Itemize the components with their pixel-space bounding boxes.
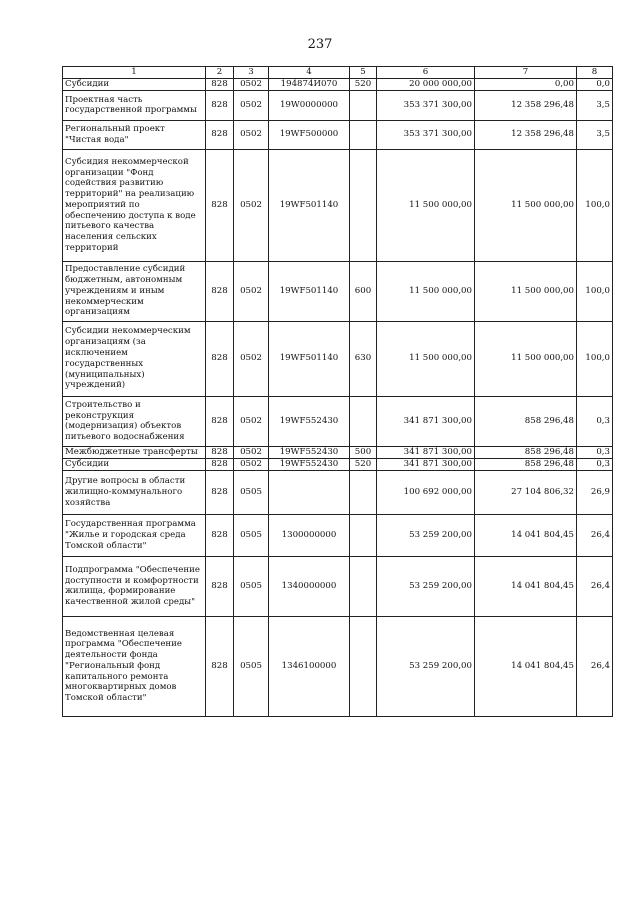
header-cell: 4 [269, 67, 350, 79]
budget-table [62, 66, 613, 717]
cell-expense-type: 600 [350, 261, 377, 321]
header-cell: 3 [234, 67, 269, 79]
cell-executed: 14 041 804,45 [475, 556, 577, 616]
cell-expense-type [350, 470, 377, 514]
cell-expense-type: 630 [350, 321, 377, 396]
cell-percent: 26,4 [577, 616, 613, 716]
cell-target-code: 1346100000 [269, 616, 350, 716]
cell-admin-code: 828 [206, 78, 234, 90]
cell-expense-type [350, 616, 377, 716]
cell-admin-code: 828 [206, 446, 234, 458]
cell-planned: 53 259 200,00 [377, 556, 475, 616]
table-row [63, 470, 613, 514]
cell-expense-type [350, 396, 377, 446]
cell-section-code: 0502 [234, 90, 269, 120]
cell-target-code: 19WF552430 [269, 458, 350, 470]
header-cell: 1 [63, 67, 206, 79]
cell-expense-type [350, 120, 377, 149]
header-cell: 5 [350, 67, 377, 79]
cell-percent: 26,4 [577, 556, 613, 616]
cell-section-code: 0505 [234, 616, 269, 716]
table-row [63, 458, 613, 470]
cell-percent: 3,5 [577, 90, 613, 120]
cell-planned: 11 500 000,00 [377, 261, 475, 321]
row-name: Субсидии [63, 458, 206, 470]
cell-admin-code: 828 [206, 120, 234, 149]
table-row [63, 78, 613, 90]
cell-executed: 11 500 000,00 [475, 261, 577, 321]
cell-expense-type: 520 [350, 78, 377, 90]
cell-section-code: 0505 [234, 470, 269, 514]
cell-planned: 11 500 000,00 [377, 149, 475, 261]
cell-planned: 100 692 000,00 [377, 470, 475, 514]
cell-target-code [269, 470, 350, 514]
cell-percent: 0,0 [577, 78, 613, 90]
cell-percent: 0,3 [577, 396, 613, 446]
cell-executed: 11 500 000,00 [475, 149, 577, 261]
header-cell: 7 [475, 67, 577, 79]
table-row [63, 446, 613, 458]
cell-expense-type [350, 149, 377, 261]
cell-target-code: 19WF552430 [269, 396, 350, 446]
cell-expense-type [350, 556, 377, 616]
table-row [63, 514, 613, 556]
row-name: Региональный проект "Чистая вода" [63, 120, 206, 149]
cell-admin-code: 828 [206, 616, 234, 716]
cell-admin-code: 828 [206, 90, 234, 120]
header-cell: 8 [577, 67, 613, 79]
cell-target-code: 19WF552430 [269, 446, 350, 458]
row-name: Межбюджетные трансферты [63, 446, 206, 458]
table-row [63, 120, 613, 149]
cell-admin-code: 828 [206, 321, 234, 396]
cell-section-code: 0502 [234, 446, 269, 458]
row-name: Другие вопросы в области жилищно-коммунального хозяйства [63, 470, 206, 514]
cell-executed: 12 358 296,48 [475, 120, 577, 149]
cell-planned: 353 371 300,00 [377, 90, 475, 120]
cell-section-code: 0502 [234, 78, 269, 90]
table-row [63, 261, 613, 321]
header-cell: 6 [377, 67, 475, 79]
cell-executed: 858 296,48 [475, 396, 577, 446]
cell-executed: 11 500 000,00 [475, 321, 577, 396]
cell-executed: 858 296,48 [475, 458, 577, 470]
cell-section-code: 0502 [234, 458, 269, 470]
cell-planned: 53 259 200,00 [377, 514, 475, 556]
row-name: Строительство и реконструкция (модернизация) объектов питьевого водоснабжения [63, 396, 206, 446]
table-row [63, 616, 613, 716]
cell-expense-type: 520 [350, 458, 377, 470]
cell-section-code: 0502 [234, 120, 269, 149]
cell-planned: 341 871 300,00 [377, 446, 475, 458]
row-name: Проектная часть государственной программы [63, 90, 206, 120]
cell-planned: 341 871 300,00 [377, 396, 475, 446]
cell-percent: 3,5 [577, 120, 613, 149]
table-row [63, 321, 613, 396]
cell-planned: 53 259 200,00 [377, 616, 475, 716]
row-name: Государственная программа "Жилье и городская среда Томской области" [63, 514, 206, 556]
cell-executed: 858 296,48 [475, 446, 577, 458]
cell-admin-code: 828 [206, 149, 234, 261]
cell-admin-code: 828 [206, 514, 234, 556]
cell-target-code: 1300000000 [269, 514, 350, 556]
row-name: Предоставление субсидий бюджетным, автономным учреждениям и иным некоммерческим организациям [63, 261, 206, 321]
cell-target-code: 19WF501140 [269, 149, 350, 261]
cell-expense-type: 500 [350, 446, 377, 458]
header-cell: 2 [206, 67, 234, 79]
page-number: 237 [307, 37, 333, 52]
cell-planned: 11 500 000,00 [377, 321, 475, 396]
cell-section-code: 0502 [234, 149, 269, 261]
table-header-row [63, 67, 613, 79]
table-row [63, 149, 613, 261]
cell-target-code: 19W0000000 [269, 90, 350, 120]
cell-percent: 0,3 [577, 446, 613, 458]
cell-target-code: 19WF501140 [269, 321, 350, 396]
cell-target-code: 1340000000 [269, 556, 350, 616]
cell-section-code: 0502 [234, 321, 269, 396]
cell-admin-code: 828 [206, 470, 234, 514]
cell-percent: 0,3 [577, 458, 613, 470]
cell-section-code: 0502 [234, 261, 269, 321]
cell-executed: 14 041 804,45 [475, 616, 577, 716]
cell-expense-type [350, 90, 377, 120]
cell-percent: 100,0 [577, 261, 613, 321]
cell-executed: 12 358 296,48 [475, 90, 577, 120]
cell-planned: 341 871 300,00 [377, 458, 475, 470]
cell-percent: 100,0 [577, 321, 613, 396]
row-name: Субсидии [63, 78, 206, 90]
row-name: Подпрограмма "Обеспечение доступности и комфортности жилища, формирование качественной жилой среды" [63, 556, 206, 616]
row-name: Ведомственная целевая программа "Обеспечение деятельности фонда "Региональный фонд капитального ремонта многоквартирных домов Томской области" [63, 616, 206, 716]
table-row [63, 396, 613, 446]
cell-percent: 26,9 [577, 470, 613, 514]
cell-percent: 100,0 [577, 149, 613, 261]
table-row [63, 556, 613, 616]
cell-percent: 26,4 [577, 514, 613, 556]
cell-section-code: 0505 [234, 514, 269, 556]
cell-executed: 0,00 [475, 78, 577, 90]
cell-section-code: 0502 [234, 396, 269, 446]
row-name: Субсидии некоммерческим организациям (за исключением государственных (муниципальных) учреждений) [63, 321, 206, 396]
cell-admin-code: 828 [206, 261, 234, 321]
row-name: Субсидия некоммерческой организации "Фонд содействия развитию территорий" на реализацию мероприятий по обеспечению доступа к воде питьевого качества населения сельских территорий [63, 149, 206, 261]
cell-planned: 20 000 000,00 [377, 78, 475, 90]
cell-admin-code: 828 [206, 396, 234, 446]
cell-executed: 14 041 804,45 [475, 514, 577, 556]
table-row [63, 90, 613, 120]
cell-admin-code: 828 [206, 556, 234, 616]
cell-planned: 353 371 300,00 [377, 120, 475, 149]
cell-target-code: 19WF500000 [269, 120, 350, 149]
cell-admin-code: 828 [206, 458, 234, 470]
cell-executed: 27 104 806,32 [475, 470, 577, 514]
cell-expense-type [350, 514, 377, 556]
cell-target-code: 19WF501140 [269, 261, 350, 321]
cell-target-code: 194874И070 [269, 78, 350, 90]
cell-section-code: 0505 [234, 556, 269, 616]
